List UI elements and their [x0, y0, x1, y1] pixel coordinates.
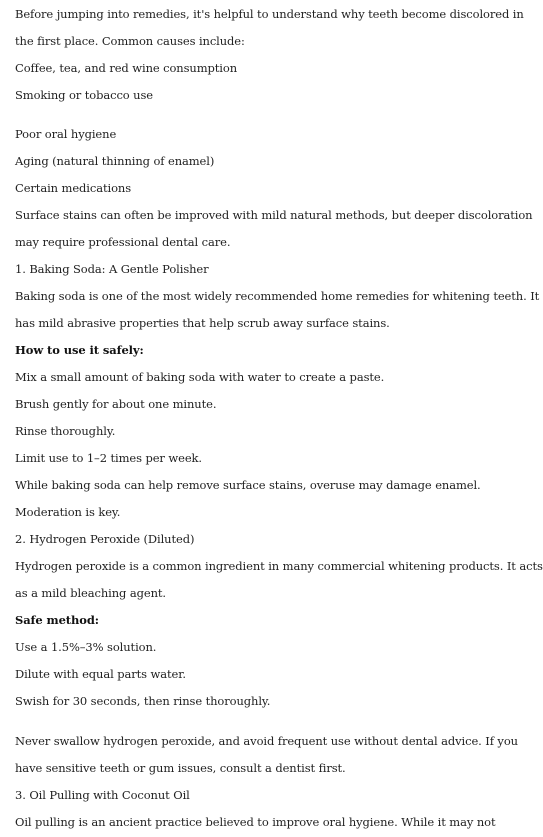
peroxide-description-cont: as a mild bleaching agent. — [15, 586, 166, 600]
peroxide-method-label: Safe method: — [15, 613, 99, 627]
note-text-cont: may require professional dental care. — [15, 235, 231, 249]
cause-item: Certain medications — [15, 181, 131, 195]
cause-item: Poor oral hygiene — [15, 127, 117, 141]
oil-pulling-heading: 3. Oil Pulling with Coconut Oil — [15, 788, 190, 802]
baking-soda-usage-label: How to use it safely: — [15, 343, 144, 357]
intro-text: Before jumping into remedies, it's helpful to understand why teeth become discolored in — [15, 7, 524, 21]
peroxide-warning: Never swallow hydrogen peroxide, and avoid frequent use without dental advice. If you — [15, 734, 518, 748]
baking-soda-heading: 1. Baking Soda: A Gentle Polisher — [15, 262, 209, 276]
baking-soda-step: Mix a small amount of baking soda with water to create a paste. — [15, 370, 385, 384]
baking-soda-step: Brush gently for about one minute. — [15, 397, 217, 411]
peroxide-heading: 2. Hydrogen Peroxide (Diluted) — [15, 532, 195, 546]
baking-soda-warning-cont: Moderation is key. — [15, 505, 121, 519]
note-text: Surface stains can often be improved with mild natural methods, but deeper discoloration — [15, 208, 533, 222]
peroxide-warning-cont: have sensitive teeth or gum issues, consult a dentist first. — [15, 761, 346, 775]
peroxide-step: Dilute with equal parts water. — [15, 667, 186, 681]
peroxide-step: Swish for 30 seconds, then rinse thoroughly. — [15, 694, 271, 708]
baking-soda-description-cont: has mild abrasive properties that help scrub away surface stains. — [15, 316, 390, 330]
cause-item: Aging (natural thinning of enamel) — [15, 154, 215, 168]
oil-pulling-description: Oil pulling is an ancient practice believed to improve oral hygiene. While it may not — [15, 815, 496, 829]
baking-soda-step: Rinse thoroughly. — [15, 424, 116, 438]
peroxide-step: Use a 1.5%–3% solution. — [15, 640, 157, 654]
intro-text-cont: the first place. Common causes include: — [15, 34, 245, 48]
baking-soda-description: Baking soda is one of the most widely recommended home remedies for whitening teeth. It — [15, 289, 540, 303]
cause-item: Coffee, tea, and red wine consumption — [15, 61, 238, 75]
peroxide-description: Hydrogen peroxide is a common ingredient in many commercial whitening products. It acts — [15, 559, 543, 573]
baking-soda-warning: While baking soda can help remove surface stains, overuse may damage enamel. — [15, 478, 481, 492]
baking-soda-step: Limit use to 1–2 times per week. — [15, 451, 202, 465]
cause-item: Smoking or tobacco use — [15, 88, 153, 102]
